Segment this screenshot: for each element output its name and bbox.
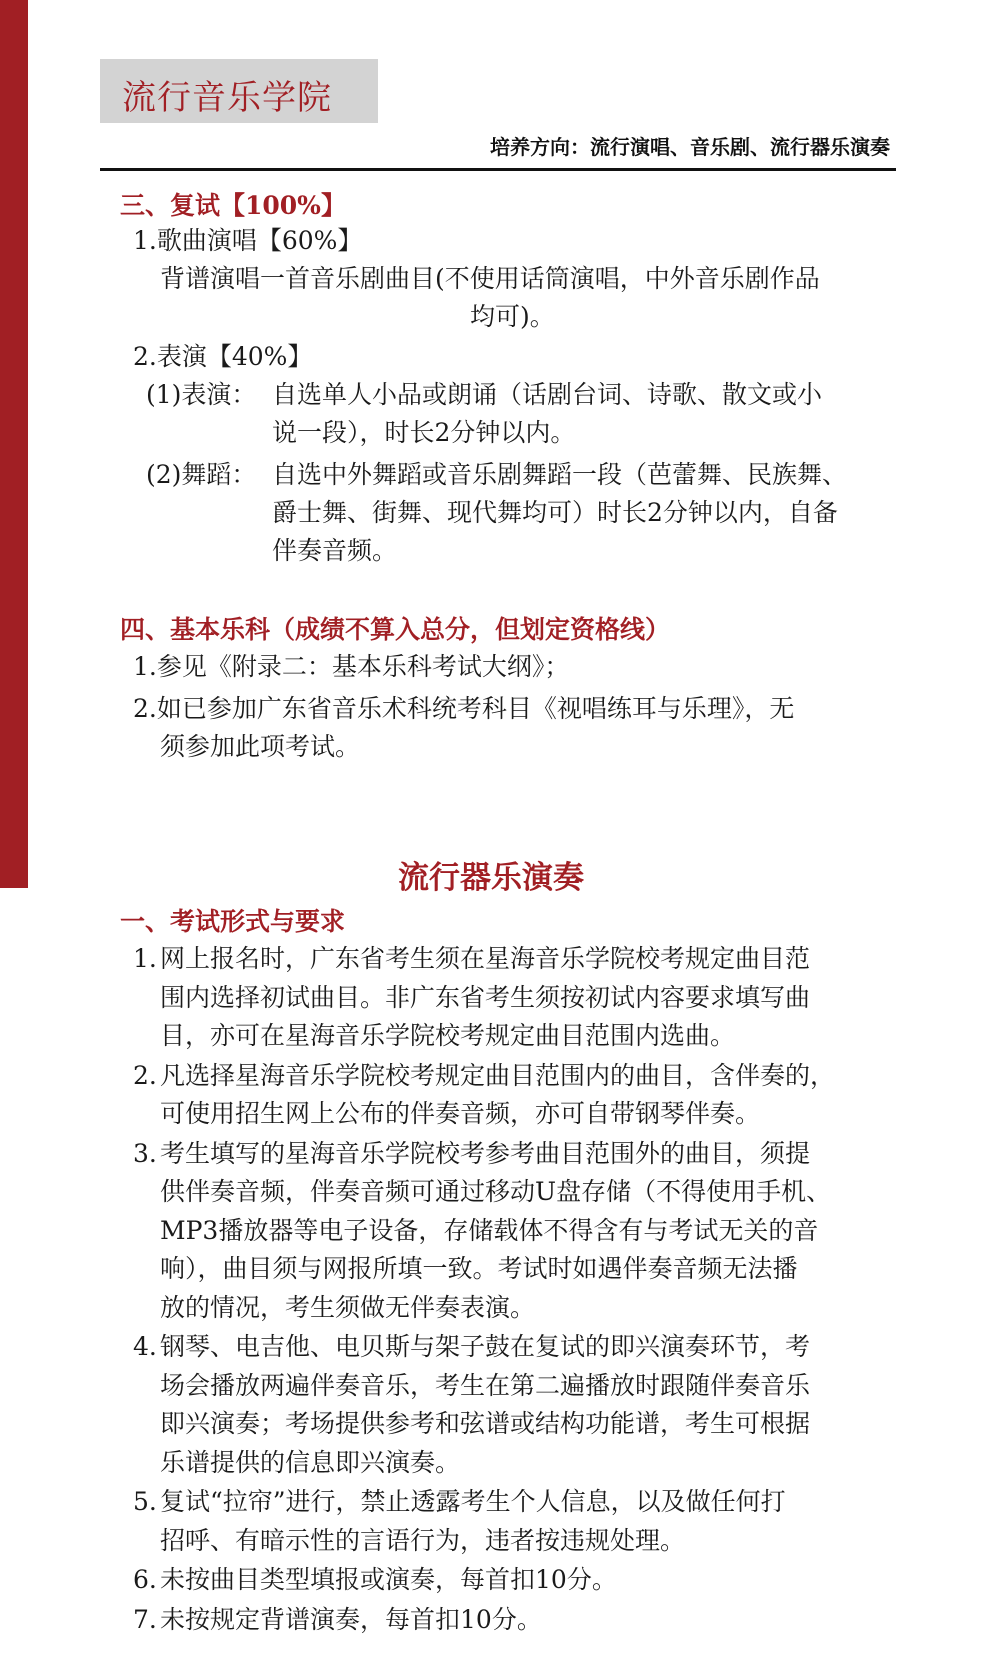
requirement-line: 供伴奏音频，伴奏音频可通过移动U盘存储（不得使用手机、 xyxy=(160,1177,832,1206)
left-accent-bar xyxy=(0,0,28,888)
training-direction: 培养方向：流行演唱、音乐剧、流行器乐演奏 xyxy=(490,135,890,159)
title-box xyxy=(100,59,378,123)
song-title: 1.歌曲演唱【60%】 xyxy=(133,226,363,255)
requirement-line: 即兴演奏；考场提供参考和弦谱或结构功能谱，考生可根据 xyxy=(160,1409,811,1438)
requirement-line: 目，亦可在星海音乐学院校考规定曲目范围内选曲。 xyxy=(160,1021,736,1050)
song-desc-line1: 背谱演唱一首音乐剧曲目(不使用话筒演唱，中外音乐剧作品 xyxy=(160,264,820,293)
requirement-number: 4. xyxy=(133,1332,157,1361)
requirement-line: 网上报名时，广东省考生须在星海音乐学院校考规定曲目范 xyxy=(160,944,811,973)
requirement-line: 钢琴、电吉他、电贝斯与架子鼓在复试的即兴演奏环节，考 xyxy=(160,1332,811,1361)
requirement-line: 凡选择星海音乐学院校考规定曲目范围内的曲目，含伴奏的， xyxy=(160,1060,836,1090)
header-divider xyxy=(100,168,896,171)
basic-item2-line2: 须参加此项考试。 xyxy=(160,732,361,761)
school-title: 流行音乐学院 xyxy=(122,78,332,118)
retest-heading: 三、复试【100%】 xyxy=(120,191,346,220)
instrument-heading: 一、考试形式与要求 xyxy=(120,907,346,936)
requirement-number: 2. xyxy=(133,1060,157,1090)
instrument-title: 流行器乐演奏 xyxy=(398,860,584,896)
perf1-line1: 自选单人小品或朗诵（话剧台词、诗歌、散文或小 xyxy=(272,380,823,409)
requirement-line: 响），曲目须与网报所填一致。考试时如遇伴奏音频无法播 xyxy=(160,1254,798,1283)
perf1-line2: 说一段），时长2分钟以内。 xyxy=(272,418,576,447)
requirement-line: 场会播放两遍伴奏音乐，考生在第二遍播放时跟随伴奏音乐 xyxy=(160,1370,811,1400)
requirement-number: 3. xyxy=(133,1138,157,1168)
requirement-number: 7. xyxy=(133,1604,157,1634)
requirement-line: 放的情况，考生须做无伴奏表演。 xyxy=(160,1292,536,1322)
requirement-number: 6. xyxy=(133,1565,157,1594)
basic-item2-line1: 2.如已参加广东省音乐术科统考科目《视唱练耳与乐理》，无 xyxy=(133,694,795,723)
requirement-line: 未按曲目类型填报或演奏，每首扣10分。 xyxy=(160,1565,617,1594)
perf1-label: (1)表演： xyxy=(146,380,257,409)
basic-item1: 1.参见《附录二：基本乐科考试大纲》； xyxy=(133,652,570,681)
requirement-line: 考生填写的星海音乐学院校考参考曲目范围外的曲目，须提 xyxy=(160,1138,811,1168)
requirement-number: 1. xyxy=(133,944,157,973)
requirement-line: 乐谱提供的信息即兴演奏。 xyxy=(160,1447,461,1477)
requirement-line: MP3播放器等电子设备，存储载体不得含有与考试无关的音 xyxy=(160,1215,819,1245)
perf2-line2: 爵士舞、街舞、现代舞均可）时长2分钟以内，自备 xyxy=(272,498,838,527)
perf2-line3: 伴奏音频。 xyxy=(272,536,398,565)
requirement-line: 未按规定背谱演奏，每首扣10分。 xyxy=(160,1604,542,1634)
perf2-line1: 自选中外舞蹈或音乐剧舞蹈一段（芭蕾舞、民族舞、 xyxy=(272,460,848,489)
song-desc-line2: 均可)。 xyxy=(470,302,555,331)
perf-title: 2.表演【40%】 xyxy=(133,342,313,371)
requirement-line: 围内选择初试曲目。非广东省考生须按初试内容要求填写曲 xyxy=(160,982,811,1012)
perf2-label: (2)舞蹈： xyxy=(146,460,257,489)
requirement-line: 招呼、有暗示性的言语行为，违者按违规处理。 xyxy=(160,1525,686,1555)
basic-heading: 四、基本乐科（成绩不算入总分，但划定资格线） xyxy=(120,615,671,644)
requirement-number: 5. xyxy=(133,1487,157,1516)
requirement-line: 复试“拉帘”进行，禁止透露考生个人信息，以及做任何打 xyxy=(160,1487,786,1516)
requirement-line: 可使用招生网上公布的伴奏音频，亦可自带钢琴伴奏。 xyxy=(160,1099,761,1128)
